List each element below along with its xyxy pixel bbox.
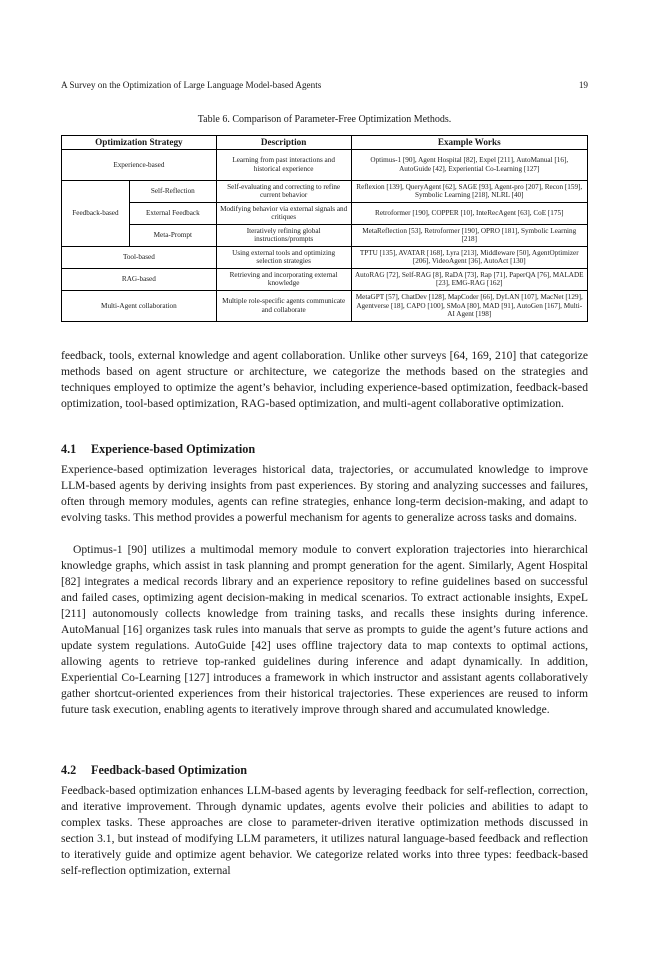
section-heading-4-2 bbox=[61, 763, 588, 778]
table-row bbox=[62, 149, 588, 180]
table-row bbox=[62, 268, 588, 290]
table-row bbox=[62, 202, 588, 224]
works-cell: AutoRAG [72], Self-RAG [8], RaDA [73], Rap [71], PaperQA [76], MALADE [23], EMG-RAG [162] bbox=[351, 268, 587, 290]
experience-paragraph: Experience-based optimization leverages historical data, trajectories, or accumulated knowledge to improve LLM-based agents by deriving insights from past experiences. By storing and analyzing successes and failures, often through memory modules, agents can refine strategies, enhance long-term decision-making, and adapt to evolving tasks. This method provides a powerful mechanism for agents to generalize across tasks and domains. bbox=[61, 463, 588, 524]
feedback-paragraph: Feedback-based optimization enhances LLM-based agents by leveraging feedback for self-reflection, correction, and iterative improvement. Through dynamic updates, agents evolve their policies and abilities to adapt to complex tasks. These approaches are close to parameter-driven iterative optimization methods discussed in section 3.1, but instead of modifying LLM parameters, it utilizes natural language-based feedback and reflection to iteratively guide and optimize agent behavior. We categorize related works into three types: feedback-based self-reflection optimization, external bbox=[61, 784, 588, 877]
description-cell: Multiple role-specific agents communicate and collaborate bbox=[216, 290, 351, 321]
description-cell: Learning from past interactions and historical experience bbox=[216, 149, 351, 180]
description-cell: Self-evaluating and correcting to refine current behavior bbox=[216, 180, 351, 202]
table-header-row bbox=[62, 136, 588, 150]
description-cell: Using external tools and optimizing selection strategies bbox=[216, 246, 351, 268]
intro-paragraph: feedback, tools, external knowledge and agent collaboration. Unlike other surveys [64, 169, 210] that categorize methods based on agent structure or architecture, we categorize the methods based on the strategies and techniques employed to optimize the agent’s behavior, including experience-based optimization, feedback-based optimization, tool-based optimization, RAG-based optimization, and multi-agent collaborative optimization. bbox=[61, 349, 588, 410]
strategy-cell: RAG-based bbox=[62, 268, 217, 290]
table-caption: Table 6. Comparison of Parameter-Free Optimization Methods. bbox=[197, 114, 452, 125]
section-number: 4.2 bbox=[61, 763, 77, 777]
works-cell: Reflexion [139], QueryAgent [62], SAGE [93], Agent-pro [207], Recon [159], Symbolic Learning [218], NLRL [40] bbox=[351, 180, 587, 202]
section-title: Feedback-based Optimization bbox=[91, 763, 248, 777]
section-heading-4-1 bbox=[61, 442, 588, 457]
page-number: 19 bbox=[578, 80, 588, 90]
comparison-table bbox=[61, 135, 588, 322]
group-cell: Feedback-based bbox=[62, 180, 130, 246]
running-head bbox=[61, 80, 588, 90]
strategy-cell: Meta-Prompt bbox=[129, 224, 216, 246]
strategy-cell: Tool-based bbox=[62, 246, 217, 268]
table-row bbox=[62, 224, 588, 246]
strategy-cell: External Feedback bbox=[129, 202, 216, 224]
col-header-strategy: Optimization Strategy bbox=[62, 136, 217, 150]
table-row bbox=[62, 246, 588, 268]
section-title: Experience-based Optimization bbox=[91, 442, 256, 456]
description-cell: Modifying behavior via external signals and critiques bbox=[216, 202, 351, 224]
col-header-description: Description bbox=[216, 136, 351, 150]
works-cell: TPTU [135], AVATAR [168], Lyra [213], Middleware [50], AgentOptimizer [206], VideoAgent [36], AutoAct [130] bbox=[351, 246, 587, 268]
strategy-cell: Experience-based bbox=[62, 149, 217, 180]
strategy-cell: Multi-Agent collaboration bbox=[62, 290, 217, 321]
experience-paragraph: Optimus-1 [90] utilizes a multimodal memory module to convert exploration trajectories into hierarchical knowledge graphs, which assist in task planning and prompt generation for the agent. Similarly, Agent Hospital [82] integrates a medical records library and an experience repository to refine guidelines based on successful and failed cases, optimizing agent decision-making in medical scenarios. To extract actionable insights, ExpeL [211] autonomously collects knowledge from training tasks, and recalls these insights during inference. AutoManual [16] organizes task rules into manuals that serve as prompts to guide the agent’s future actions and update system regulations. AutoGuide [42] uses offline trajectory data to map contexts to optimal actions, allowing agents to retrieve top-ranked guidelines during inference and adapt dynamically. In addition, Experiential Co-Learning [127] introduces a framework in which instructor and assistant agents collaboratively gather shortcut-oriented experiences from their historical trajectories. These experiences are reused to inform future task execution, enabling agents to iteratively improve through shared and accumulated knowledge. bbox=[61, 543, 588, 716]
works-cell: MetaGPT [57], ChatDev [128], MapCoder [66], DyLAN [107], MacNet [129], Agentverse [18], CAPO [100], SMoA [80], MAD [91], AutoGen [167], Multi-AI Agent [198] bbox=[351, 290, 587, 321]
strategy-cell: Self-Reflection bbox=[129, 180, 216, 202]
running-title: A Survey on the Optimization of Large Language Model-based Agents bbox=[61, 80, 322, 90]
works-cell: MetaReflection [53], Retroformer [190], OPRO [181], Symbolic Learning [218] bbox=[351, 224, 587, 246]
works-cell: Retroformer [190], COPPER [10], InteRecAgent [63], CoE [175] bbox=[351, 202, 587, 224]
description-cell: Retrieving and incorporating external knowledge bbox=[216, 268, 351, 290]
table-row bbox=[62, 180, 588, 202]
table-row bbox=[62, 290, 588, 321]
col-header-works: Example Works bbox=[351, 136, 587, 150]
works-cell: Optimus-1 [90], Agent Hospital [82], Expel [211], AutoManual [16], AutoGuide [42], Experiential Co-Learning [127] bbox=[351, 149, 587, 180]
description-cell: Iteratively refining global instructions/prompts bbox=[216, 224, 351, 246]
section-number: 4.1 bbox=[61, 442, 77, 456]
